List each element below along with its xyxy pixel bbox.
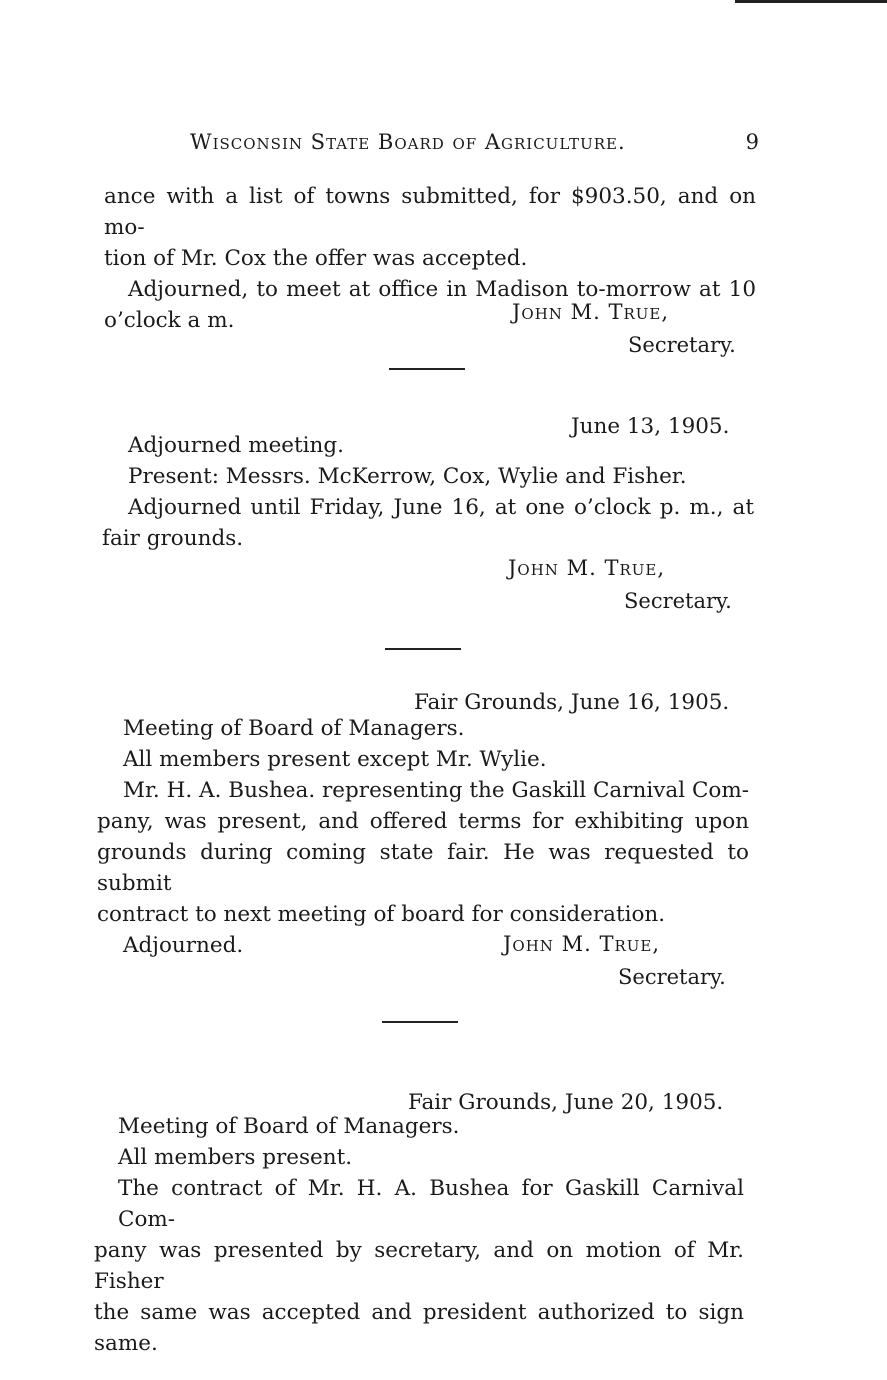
section-divider (389, 368, 465, 370)
meeting-date: Fair Grounds, June 16, 1905. (414, 690, 730, 715)
text-line: All members present. (118, 1145, 353, 1170)
text-line: o’clock a m. (104, 308, 235, 333)
section-4-body (94, 1111, 744, 1359)
section-divider (385, 648, 461, 650)
text-line: fair grounds. (102, 526, 244, 551)
top-edge-rule (735, 0, 887, 3)
signature-role: Secretary. (618, 965, 726, 989)
signature-name: John M. True, (503, 932, 661, 956)
text-line: tion of Mr. Cox the offer was accepted. (104, 246, 528, 271)
text-line: Meeting of Board of Managers. (123, 716, 465, 741)
section-3-body (97, 713, 749, 961)
text-line: Adjourned meeting. (128, 433, 344, 458)
text-line: the same was accepted and president authorized to sign same. (94, 1300, 744, 1356)
section-2-body (102, 430, 754, 554)
text-line: All members present except Mr. Wylie. (123, 747, 547, 772)
section-divider (382, 1021, 458, 1023)
text-line: Present: Messrs. McKerrow, Cox, Wylie and Fisher. (128, 464, 687, 489)
text-line: Meeting of Board of Managers. (118, 1114, 460, 1139)
page-number: 9 (745, 130, 760, 154)
running-header (190, 130, 760, 154)
text-line: Adjourned, to meet at office in Madison to-morrow at 10 (128, 277, 756, 302)
signature-name: John M. True, (512, 300, 670, 324)
text-line: Adjourned until Friday, June 16, at one o’clock p. m., at (128, 495, 754, 520)
signature-role: Secretary. (624, 589, 732, 613)
signature-name: John M. True, (508, 556, 666, 580)
text-line: grounds during coming state fair. He was requested to submit (97, 840, 749, 896)
running-title: Wisconsin State Board of Agriculture. (190, 130, 626, 154)
meeting-date: Fair Grounds, June 20, 1905. (408, 1090, 724, 1115)
text-line: ance with a list of towns submitted, for $903.50, and on mo- (104, 184, 756, 240)
text-line: contract to next meeting of board for consideration. (97, 902, 666, 927)
text-line: pany, was present, and offered terms for exhibiting upon (97, 809, 749, 834)
text-line: The contract of Mr. H. A. Bushea for Gaskill Carnival Com- (118, 1176, 744, 1232)
text-line: Adjourned. (123, 933, 244, 958)
signature-role: Secretary. (628, 333, 736, 357)
meeting-date: June 13, 1905. (571, 414, 730, 439)
text-line: Mr. H. A. Bushea. representing the Gaskill Carnival Com- (123, 778, 749, 803)
text-line: pany was presented by secretary, and on motion of Mr. Fisher (94, 1238, 744, 1294)
